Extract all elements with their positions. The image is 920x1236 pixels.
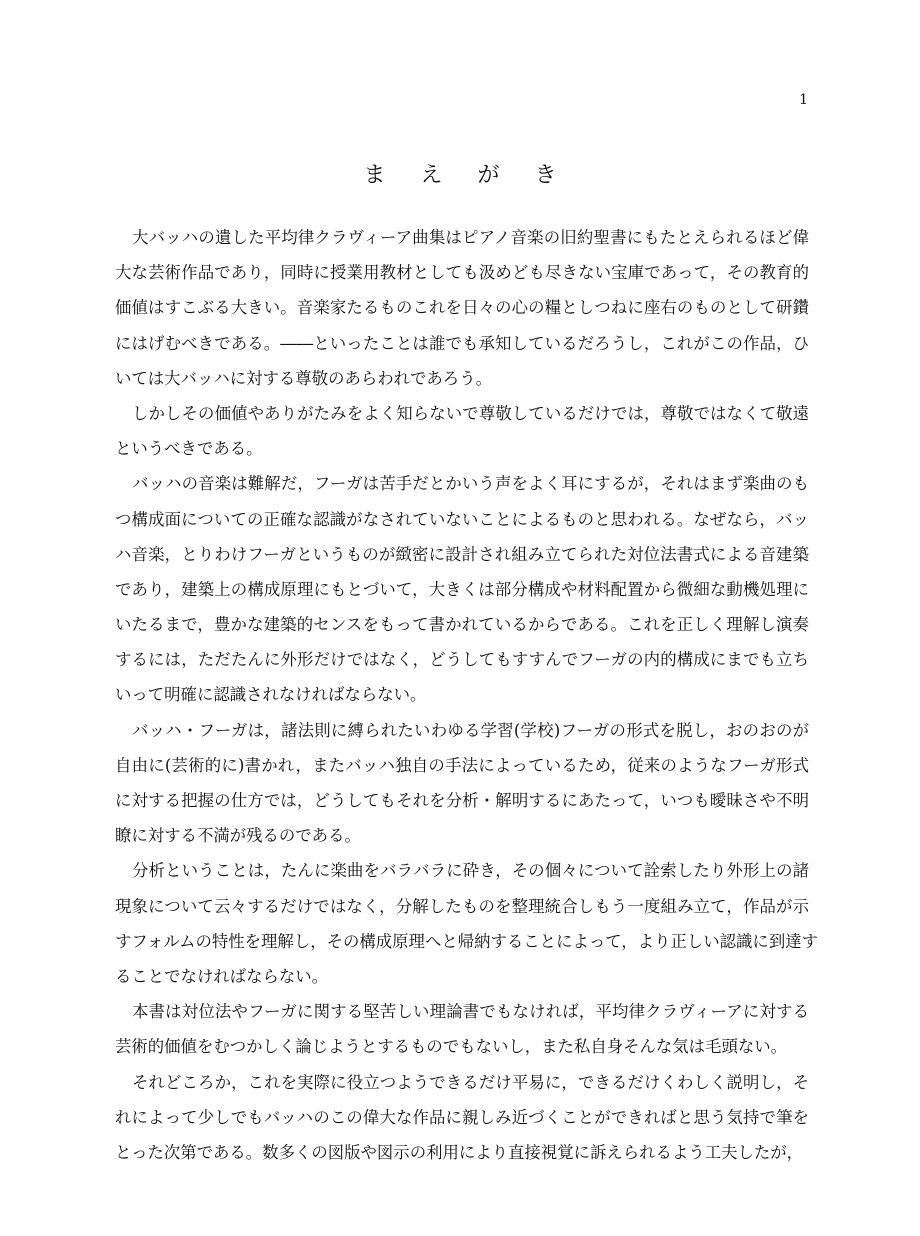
text-line: に対する把握の仕方では，どうしてもそれを分析・解明するにあたって，いつも曖昧さや不明 xyxy=(115,791,809,810)
text-line: バッハ・フーガは，諸法則に縛られたいわゆる学習(学校)フーガの形式を脱し，おのおのが xyxy=(132,720,809,740)
body-text xyxy=(115,220,818,1170)
text-line: というべきである。 xyxy=(115,439,263,459)
text-line: にはげむべきである。――といったことは誰でも承知しているだろうし，これがこの作品，ひ xyxy=(115,333,809,353)
text-line: 現象について云々するだけではなく，分解したものを整理統合しもう一度組み立て，作品が示 xyxy=(115,896,809,916)
text-line: しかしその価値やありがたみをよく知らないで尊敬しているだけでは，尊敬ではなくて敬遠 xyxy=(132,403,809,423)
text-line: 大バッハの遺した平均律クラヴィーア曲集はピアノ音楽の旧約聖書にもたとえられるほど偉 xyxy=(132,228,809,247)
text-line: すフォルムの特性を理解し，その構成原理へと帰納することによって，より正しい認識に到達す xyxy=(115,931,818,951)
text-line: 瞭に対する不満が残るのである。 xyxy=(115,826,361,846)
text-line: 大な芸術作品であり，同時に授業用教材としても汲めども尽きない宝庫であって，その教育的 xyxy=(115,263,809,283)
text-line: 本書は対位法やフーガに関する堅苦しい理論書でもなければ，平均律クラヴィーアに対する xyxy=(132,1002,809,1022)
page-number: 1 xyxy=(799,92,808,108)
text-line: ハ音楽，とりわけフーガというものが緻密に設計され組み立てられた対位法書式による音建築 xyxy=(115,544,809,564)
text-line: いては大バッハに対する尊敬のあらわれであろう。 xyxy=(115,368,492,388)
text-line: 価値はすこぶる大きい。音楽家たるものこれを日々の心の糧としつねに座右のものとして研鑽 xyxy=(115,298,809,318)
text-line: 分析ということは，たんに楽曲をバラバラに砕き，その個々について詮索したり外形上の諸 xyxy=(132,861,809,881)
text-line: 芸術的価値をむつかしく論じようとするものでもないし，また私自身そんな気は毛頭ない。 xyxy=(115,1037,788,1057)
text-line: バッハの音楽は難解だ，フーガは苦手だとかいう声をよく耳にするが，それはまず楽曲のも xyxy=(132,474,809,494)
text-line: いって明確に認識されなければならない。 xyxy=(115,685,427,705)
text-line: それどころか，これを実際に役立つようできるだけ平易に，できるだけくわしく説明し，そ xyxy=(132,1072,809,1092)
text-line: つ構成面についての正確な認識がなされていないことによるものと思われる。なぜなら，バッ xyxy=(115,509,809,529)
text-line: するには，ただたんに外形だけではなく，どうしてもすすんでフーガの内的構成にまでも立ち xyxy=(115,650,809,670)
text-line: いたるまで，豊かな建築的センスをもって書かれているからである。これを正しく理解し演奏 xyxy=(115,615,809,635)
page-title: ま え が き xyxy=(363,163,571,188)
text-line: ることでなければならない。 xyxy=(115,966,329,986)
text-line: れによって少しでもバッハのこの偉大な作品に親しみ近づくことができればと思う気持で筆を xyxy=(115,1107,809,1127)
text-line: であり，建築上の構成原理にもとづいて，大きくは部分構成や材料配置から微細な動機処理に xyxy=(115,579,809,599)
text-line: とった次第である。数多くの図版や図示の利用により直接視覚に訴えられるよう工夫したが， xyxy=(115,1142,804,1162)
text-line: 自由に(芸術的に)書かれ，またバッハ独自の手法によっているため，従来のようなフーガ形式 xyxy=(115,755,809,775)
